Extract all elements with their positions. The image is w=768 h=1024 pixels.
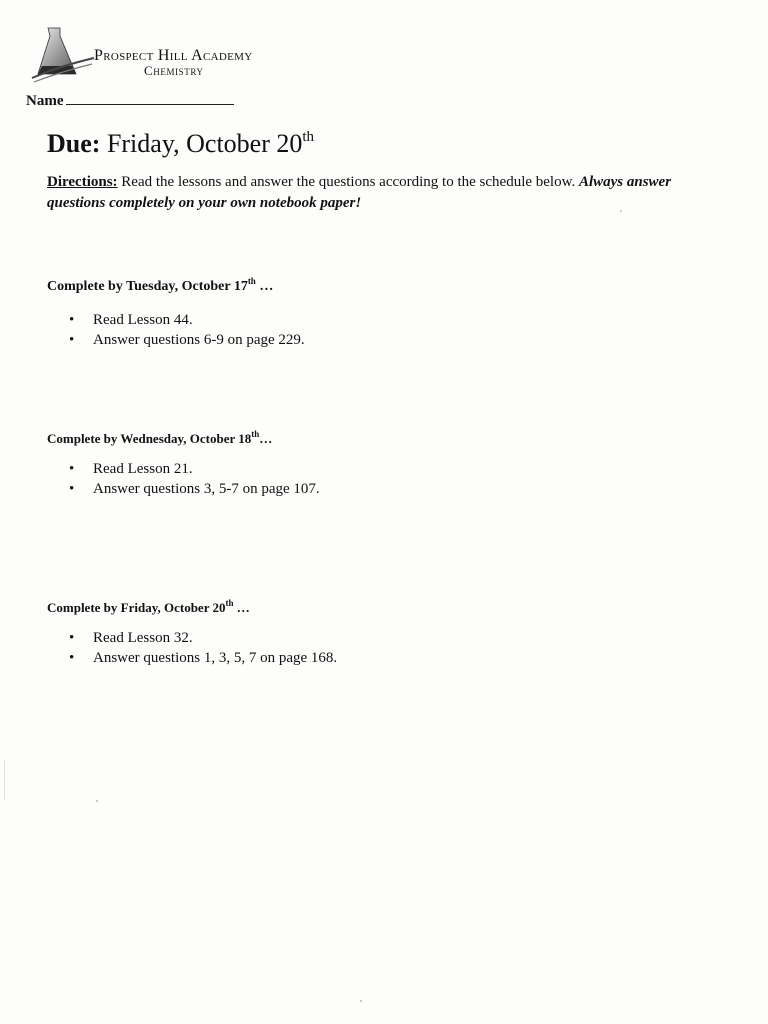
school-logo-icon [30, 22, 100, 97]
list-item: • Answer questions 3, 5-7 on page 107. [69, 481, 320, 497]
list-item: • Read Lesson 32. [69, 630, 193, 646]
section-heading-wednesday: Complete by Wednesday, October 18th… [47, 429, 273, 446]
due-date-title [47, 128, 314, 160]
task-list-friday [47, 628, 337, 668]
due-label: Due: [47, 129, 101, 158]
list-item: • Answer questions 6-9 on page 229. [69, 332, 305, 348]
school-name: Prospect Hill Academy [94, 47, 253, 64]
list-item: • Read Lesson 21. [69, 461, 193, 477]
task-list-wednesday [47, 459, 320, 499]
due-date-suffix: th [302, 129, 315, 145]
name-field-row [26, 90, 234, 110]
section-heading-friday: Complete by Friday, October 20th … [47, 598, 250, 615]
list-item: • Read Lesson 44. [69, 312, 193, 328]
directions-paragraph [47, 172, 697, 214]
directions-emphasis: Always answer questions completely on your own notebook paper! [47, 174, 672, 211]
scan-speck [620, 210, 622, 212]
scan-speck [360, 1000, 362, 1002]
scan-speck [96, 800, 98, 802]
section-heading-tuesday: Complete by Tuesday, October 17th … [47, 276, 274, 294]
directions-text: Read the lessons and answer the questions according to the schedule below. [121, 174, 576, 190]
name-blank-line[interactable] [66, 90, 234, 105]
name-label: Name [26, 93, 64, 109]
due-date: Friday, October 20 [106, 129, 303, 158]
department-name: Chemistry [144, 63, 204, 78]
directions-label: Directions: [47, 174, 118, 190]
task-list-tuesday [47, 310, 305, 350]
list-item: • Answer questions 1, 3, 5, 7 on page 168. [69, 650, 338, 666]
scan-edge-mark [4, 760, 5, 800]
